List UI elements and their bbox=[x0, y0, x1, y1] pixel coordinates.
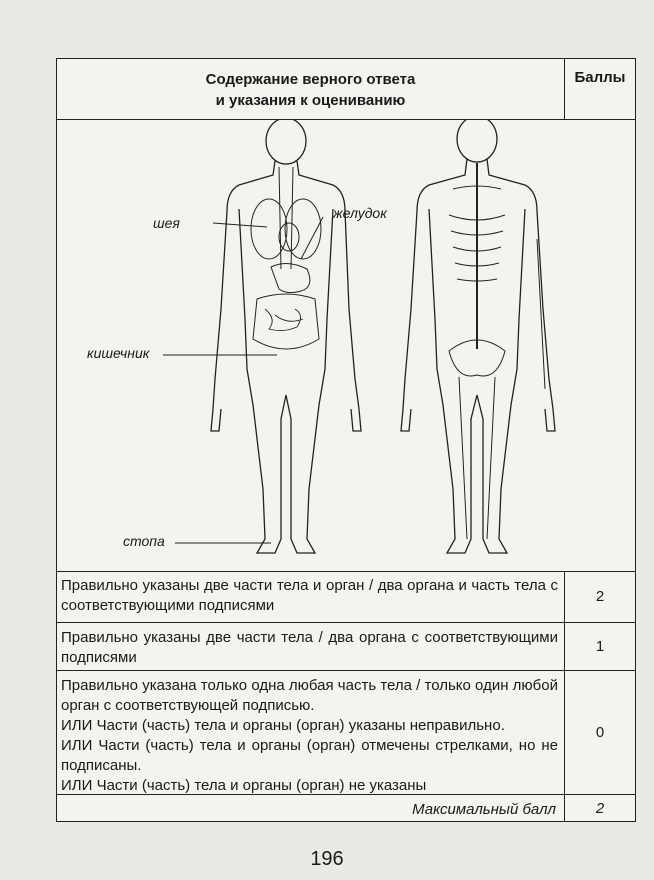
criteria-text: Правильно указаны две части тела и орган / два органа и часть тела с соответствующими подписями bbox=[57, 571, 565, 622]
table-row bbox=[57, 671, 635, 795]
table-header bbox=[57, 59, 635, 120]
content-header-line2: и указания к оцениванию bbox=[215, 92, 406, 109]
page-number: 196 bbox=[310, 848, 344, 870]
criteria-text bbox=[57, 671, 565, 794]
criteria-line: ИЛИ Части (часть) тела и органы (орган) не указаны bbox=[61, 777, 427, 794]
label-stomach: желудок bbox=[333, 205, 387, 221]
criteria-line: ИЛИ Части (часть) тела и органы (орган) указаны неправильно. bbox=[61, 717, 505, 734]
label-intestine: кишечник bbox=[87, 345, 150, 361]
label-neck: шея bbox=[153, 215, 180, 231]
criteria-line: Правильно указана только одна любая часть тела / только один любой орган с соответствующей подписью. bbox=[61, 677, 558, 714]
score-header: Баллы bbox=[574, 69, 626, 86]
body-figure bbox=[57, 119, 635, 572]
content-header-line1: Содержание верного ответа bbox=[205, 71, 416, 88]
criteria-line: ИЛИ Части (часть) тела и органы (орган) отмечены стрелками, но не подписаны. bbox=[61, 737, 558, 774]
score-value: 0 bbox=[595, 724, 605, 741]
score-value: 2 bbox=[595, 588, 605, 605]
max-score-row bbox=[57, 795, 635, 821]
max-score-label: Максимальный балл bbox=[57, 795, 565, 821]
table-row bbox=[57, 571, 635, 623]
table-row bbox=[57, 623, 635, 671]
grading-table bbox=[56, 58, 636, 822]
content-header bbox=[57, 59, 565, 119]
score-value: 1 bbox=[595, 638, 605, 655]
label-foot: стопа bbox=[123, 533, 165, 549]
max-score-value: 2 bbox=[595, 799, 605, 817]
criteria-text: Правильно указаны две части тела / два органа с соответствующими подписями bbox=[57, 623, 565, 670]
